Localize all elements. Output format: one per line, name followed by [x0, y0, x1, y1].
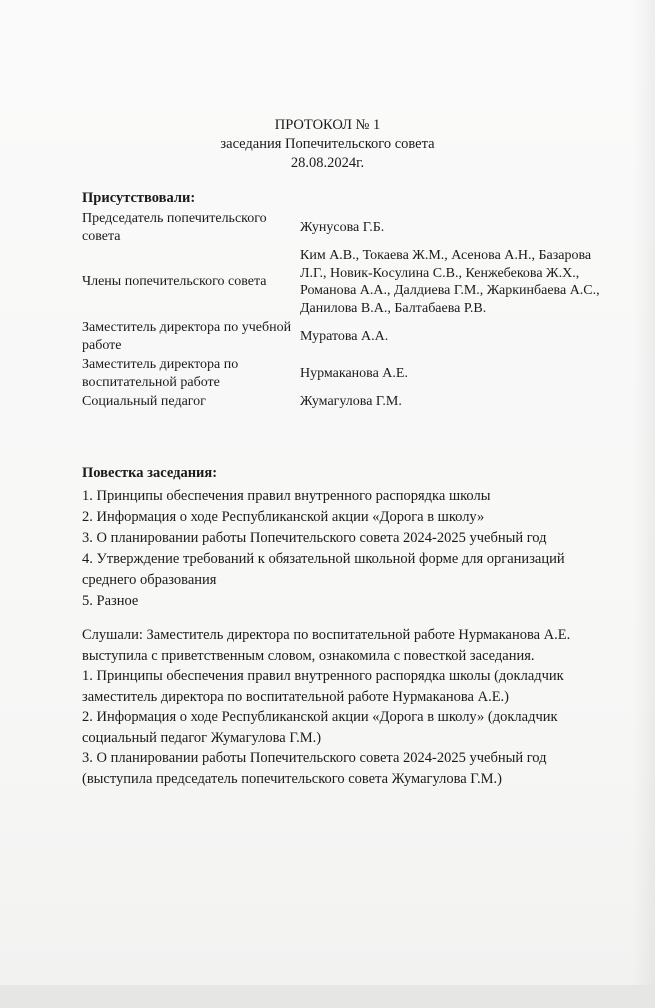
heard-item: 1. Принципы обеспечения правил внутренного распорядка школы (докладчик заместитель директора по воспитательной работе Нурмаканова А.Е.)	[82, 668, 564, 705]
attendance-row	[82, 392, 612, 412]
attendance-row	[82, 209, 612, 246]
attendance-role: Члены попечительского совета	[82, 274, 267, 290]
document-date: 28.08.2024г.	[290, 155, 365, 171]
attendance-role: Заместитель директора по воспитательной работе	[82, 357, 239, 390]
heard-item: 2. Информация о ходе Республиканской акции «Дорога в школу» (докладчик социальный педагог Жумагулова Г.М.)	[82, 709, 558, 746]
heard-section	[82, 625, 607, 789]
agenda-item: 2. Информация о ходе Республиканской акции «Дорога в школу»	[82, 509, 485, 525]
agenda-item: 1. Принципы обеспечения правил внутренного распорядка школы	[82, 488, 491, 504]
agenda-item: 3. О планировании работы Попечительского совета 2024-2025 учебный год	[82, 530, 547, 546]
document-subtitle: заседания Попечительского совета	[220, 136, 435, 152]
agenda-heading: Повестка заседания:	[82, 465, 218, 481]
document-title: ПРОТОКОЛ № 1	[274, 117, 381, 133]
attendance-role: Председатель попечительского совета	[82, 211, 267, 244]
attendance-table	[82, 209, 612, 412]
agenda-list	[82, 486, 612, 612]
attendance-person: Жунусова Г.Б.	[300, 219, 385, 235]
heard-item: 3. О планировании работы Попечительского совета 2024-2025 учебный год (выступила председатель попечительского совета Жумагулова Г.М.)	[82, 750, 547, 787]
attendance-row	[82, 246, 612, 318]
document-header	[0, 116, 655, 173]
attendance-person: Нурмаканова А.Е.	[300, 365, 408, 381]
agenda-item: 4. Утверждение требований к обязательной школьной форме для организаций среднего образования	[82, 551, 565, 588]
heard-intro: Слушали: Заместитель директора по воспитательной работе Нурмаканова А.Е. выступила с приветственным словом, ознакомила с повесткой заседания.	[82, 627, 571, 664]
attendance-row	[82, 318, 612, 355]
attendance-role: Социальный педагог	[82, 394, 206, 409]
agenda-item: 5. Разное	[82, 593, 139, 609]
attendance-heading: Присутствовали:	[82, 190, 196, 206]
attendance-person: Ким А.В., Токаева Ж.М., Асенова А.Н., Базарова Л.Г., Новик-Косулина С.В., Кенжебекова Ж.Х., Романова А.А., Далдиева Г.М., Жаркинбаева А.С., Данилова В.А., Балтабаева Р.В.	[300, 248, 600, 316]
attendance-person: Жумагулова Г.М.	[300, 394, 402, 409]
attendance-person: Муратова А.А.	[300, 328, 389, 344]
scan-background	[0, 985, 655, 1008]
attendance-role: Заместитель директора по учебной работе	[82, 320, 292, 353]
attendance-row	[82, 355, 612, 392]
